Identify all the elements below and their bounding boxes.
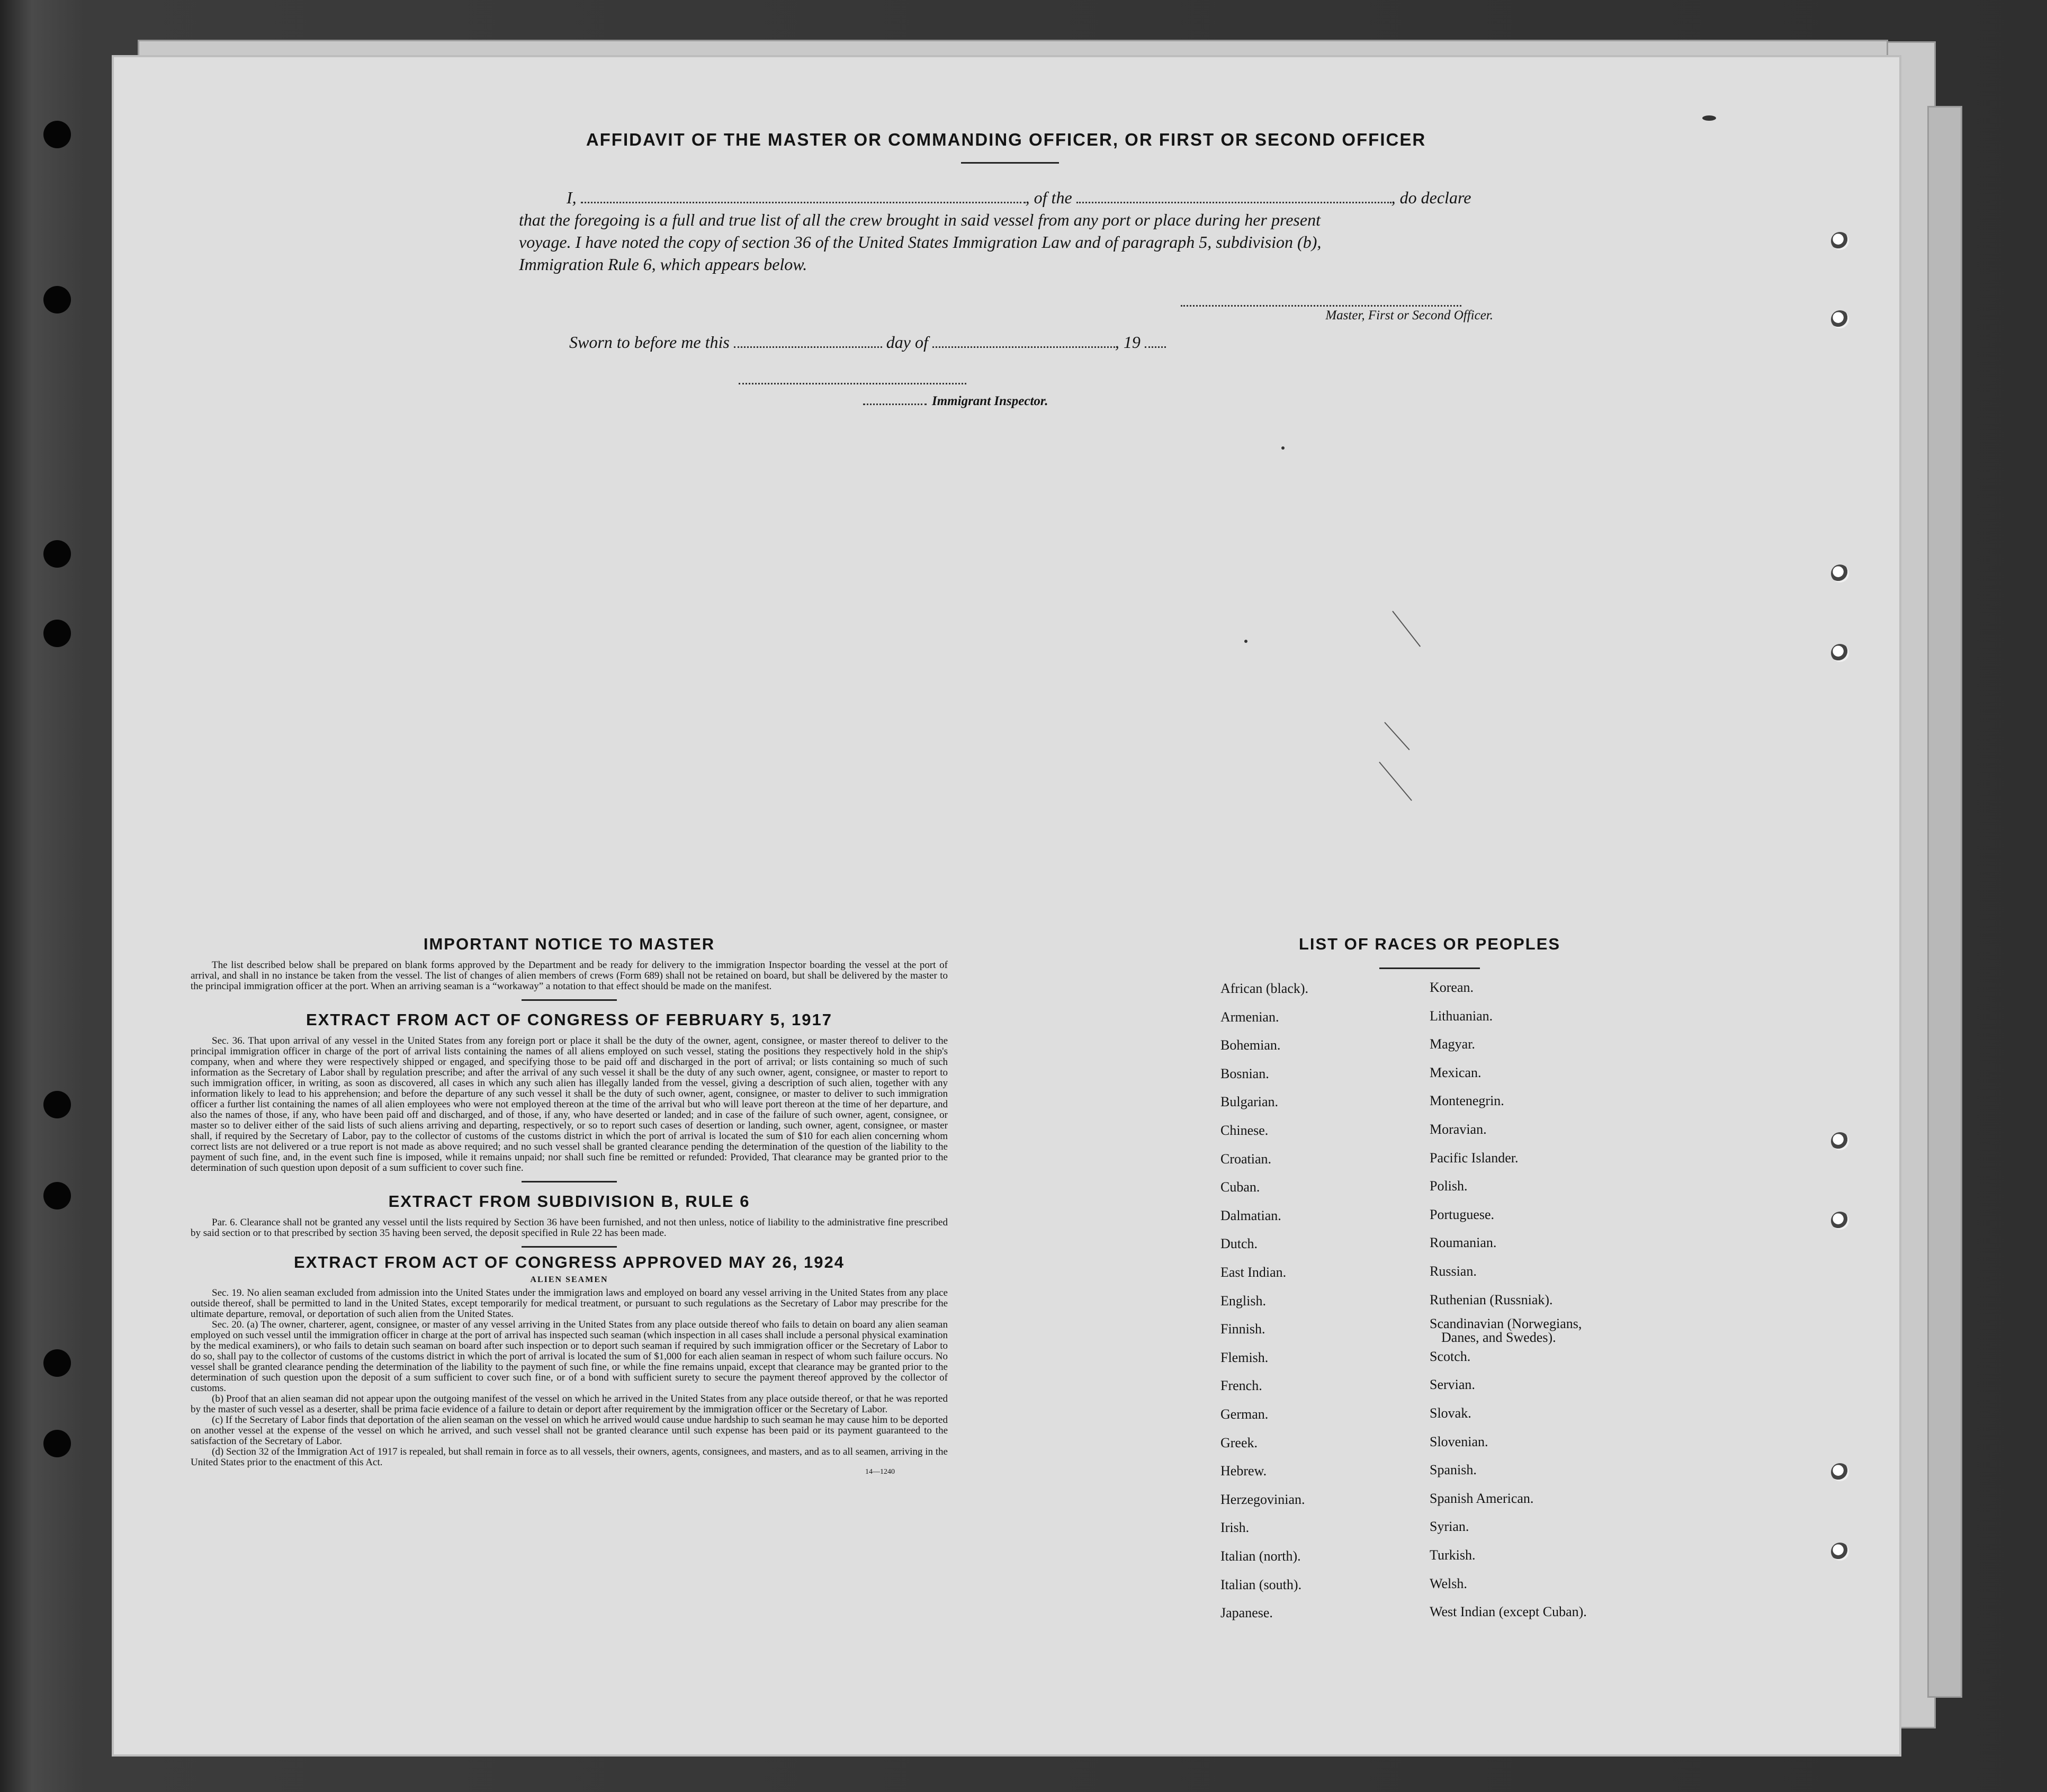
affidavit-line-4: Immigration Rule 6, which appears below. [519, 255, 807, 274]
scan-mark [1384, 722, 1409, 750]
race-item-left: Finnish. [1220, 1321, 1265, 1337]
affidavit-line-3: voyage. I have noted the copy of section 36 of the United States Immigration Law and of paragraph 5, subdivision (b), [519, 232, 1322, 252]
races-title: LIST OF RACES OR PEOPLES [1298, 935, 1561, 953]
divider [522, 999, 617, 1001]
race-item-left: Dalmatian. [1220, 1207, 1281, 1223]
sworn-month-blank[interactable] [932, 346, 1115, 348]
race-item-left: Herzegovinian. [1220, 1491, 1305, 1507]
notice-body-text: The list described below shall be prepared on blank forms approved by the Department and be ready for delivery to the immigration Inspector boarding the vessel at the port of arrival, and shall in no instance be taken from the vessel. The list of changes of alien members of crews (Form 689) shall not be retained on board, but shall be delivered by the master to the principal immigration officer at the port. When an arriving seaman is a “workaway” a notation to that effect should be made on the manifest. [191, 960, 948, 992]
scan-mark [1379, 761, 1412, 801]
race-item-line: Slovenian. [1430, 1433, 1488, 1449]
binder-hole [43, 540, 71, 568]
race-item-right [1430, 1208, 1494, 1222]
race-item-left: African (black). [1220, 981, 1309, 996]
race-row [1220, 981, 1644, 1009]
binder-ring [1831, 644, 1849, 662]
race-item-line: West Indian (except Cuban). [1430, 1604, 1587, 1620]
sworn-day-of: day of [886, 333, 928, 352]
signature-label: Master, First or Second Officer. [1325, 308, 1493, 322]
race-item-right [1430, 1548, 1475, 1562]
sec19-text: Sec. 19. No alien seaman excluded from admission into the United States under the immigration laws and employed on board any vessel arriving in the United States from any place outside thereof, shall be permitted to land in the United States, except temporarily for medical treatment, or pursuant to such regulations as the Secretary of Labor may prescribe for the ultimate departure, removal, or deportation of such alien from the United States. [191, 1287, 948, 1320]
sworn-year: , 19 [1115, 333, 1141, 352]
binder-ring [1831, 1543, 1849, 1561]
binder-ring [1831, 1463, 1849, 1481]
subdivision-body [191, 1217, 948, 1239]
race-item-line: Mexican. [1430, 1064, 1482, 1080]
race-item-left: Cuban. [1220, 1179, 1260, 1195]
binder-ring [1831, 232, 1849, 250]
race-item-left: Croatian. [1220, 1151, 1272, 1167]
race-row [1220, 1208, 1644, 1237]
extract-1917-title: EXTRACT FROM ACT OF CONGRESS OF FEBRUARY 5, 1917 [306, 1010, 832, 1029]
scan-speck [1702, 115, 1716, 121]
race-item-right [1430, 1265, 1477, 1278]
race-item-left: Hebrew. [1220, 1463, 1267, 1479]
race-item-right [1430, 1094, 1504, 1108]
extract-1924-subtitle: ALIEN SEAMEN [530, 1275, 608, 1284]
sworn-day-blank[interactable] [734, 346, 882, 348]
race-item-left: German. [1220, 1406, 1269, 1422]
race-row [1220, 1066, 1644, 1095]
binder-ring [1831, 1132, 1849, 1150]
race-item-line: Danes, and Swedes). [1441, 1330, 1556, 1346]
race-item-right [1430, 1179, 1468, 1193]
race-item-right [1430, 1293, 1553, 1307]
binder-ring [1831, 310, 1849, 328]
extract-1924-sec20d [191, 1447, 948, 1468]
race-row [1220, 1350, 1644, 1378]
binder-hole [43, 620, 71, 647]
subdivision-title: EXTRACT FROM SUBDIVISION B, RULE 6 [388, 1192, 750, 1211]
legal-extracts [191, 935, 948, 1476]
race-row [1220, 1094, 1644, 1123]
binder-ring [1831, 1212, 1849, 1230]
race-item-left: Dutch. [1220, 1236, 1258, 1252]
notice-body [191, 960, 948, 992]
binder-hole [43, 1182, 71, 1209]
race-item-line: Turkish. [1430, 1547, 1476, 1563]
race-item-line: Portuguese. [1430, 1206, 1495, 1222]
race-item-right [1430, 1378, 1475, 1392]
race-item-left: French. [1220, 1378, 1262, 1394]
binder-hole [43, 1430, 71, 1457]
sec20c-text: (c) If the Secretary of Labor finds that deportation of the alien seaman on the vessel on which he arrived would cause undue hardship to such seaman he may cause him to be deported on another vessel at the expense of the vessel on which he arrived, and such vessel shall not be granted clearance until such expense has been paid or its payment guaranteed to the satisfaction of the Secretary of Labor. [191, 1414, 948, 1447]
race-item-left: Chinese. [1220, 1123, 1269, 1138]
race-item-left: Greek. [1220, 1435, 1258, 1450]
race-item-left: Italian (north). [1220, 1548, 1301, 1564]
race-item-line: Syrian. [1430, 1519, 1469, 1535]
race-item-line: Russian. [1430, 1264, 1477, 1279]
divider [522, 1246, 617, 1248]
race-row [1220, 1037, 1644, 1066]
subdivision-text: Par. 6. Clearance shall not be granted any vessel until the lists required by Section 36 have been furnished, and not then unless, notice of liability to the administrative fine prescribed by said section or to that prescribed by section 35 having been served, the deposit specified in Rule 22 has been made. [191, 1217, 948, 1239]
race-row [1220, 1316, 1644, 1350]
affidavit-i: I, [567, 188, 577, 207]
race-row [1220, 1435, 1644, 1464]
extract-1924-sec20b [191, 1394, 948, 1415]
scan-speck [1244, 640, 1247, 643]
binder-hole [43, 286, 71, 313]
race-item-left: English. [1220, 1293, 1266, 1309]
sworn-prefix: Sworn to before me this [569, 333, 730, 352]
race-item-right [1430, 1151, 1519, 1165]
race-item-left: Bohemian. [1220, 1037, 1281, 1053]
binder-hole [43, 121, 71, 148]
race-item-right [1430, 1009, 1493, 1023]
extract-1924-sec20a [191, 1320, 948, 1394]
inspector-label-dots [863, 404, 927, 405]
race-row [1220, 1520, 1644, 1548]
race-row [1220, 1548, 1644, 1577]
race-item-left: Armenian. [1220, 1009, 1279, 1025]
race-item-right [1430, 1492, 1533, 1506]
race-row [1220, 1236, 1644, 1265]
name-blank[interactable] [581, 202, 1026, 203]
race-row [1220, 1378, 1644, 1406]
race-item-right [1430, 1066, 1481, 1080]
race-item-right [1430, 1463, 1477, 1477]
race-row [1220, 1492, 1644, 1520]
race-item-right [1430, 1037, 1475, 1051]
vessel-blank[interactable] [1076, 202, 1391, 203]
race-row [1220, 1123, 1644, 1151]
race-item-line: Scandinavian (Norwegians, [1430, 1316, 1582, 1332]
notice-title: IMPORTANT NOTICE TO MASTER [423, 935, 715, 953]
signature-line[interactable] [1181, 305, 1461, 307]
race-item-line: Magyar. [1430, 1036, 1475, 1052]
race-item-right [1430, 1406, 1471, 1420]
race-row [1220, 1406, 1644, 1435]
sworn-year-blank[interactable] [1145, 346, 1166, 348]
race-row [1220, 1151, 1644, 1180]
race-item-line: Roumanian. [1430, 1235, 1497, 1251]
binder-hole [43, 1091, 71, 1118]
race-item-left: Irish. [1220, 1520, 1250, 1536]
affidavit-title-rule [961, 162, 1059, 164]
race-item-left: Flemish. [1220, 1349, 1269, 1365]
affidavit-line-1 [519, 186, 1514, 209]
race-item-line: Montenegrin. [1430, 1093, 1504, 1109]
sec20d-text: (d) Section 32 of the Immigration Act of 1917 is repealed, but shall remain in force as to all vessels, their owners, agents, consignees, and masters, and as to all seamen, arriving in the United States prior to the enactment of this Act. [191, 1446, 948, 1468]
race-item-right [1430, 1577, 1467, 1591]
race-item-left: Italian (south). [1220, 1576, 1302, 1592]
affidavit-title: AFFIDAVIT OF THE MASTER OR COMMANDING OFFICER, OR FIRST OR SECOND OFFICER [586, 130, 1426, 149]
race-item-right [1430, 1236, 1496, 1250]
races-title-rule [1379, 967, 1480, 969]
race-item-left: Japanese. [1220, 1605, 1273, 1621]
race-item-right [1430, 1435, 1488, 1449]
inspector-label [863, 394, 1048, 409]
extract-1917-body [191, 1036, 948, 1173]
race-item-right [1430, 1605, 1587, 1619]
race-item-line: Spanish. [1430, 1462, 1477, 1478]
inspector-label-text: Immigrant Inspector. [932, 394, 1048, 408]
scan-mark [1392, 611, 1421, 647]
race-row [1220, 1009, 1644, 1038]
sec20a-text: Sec. 20. (a) The owner, charterer, agent, consignee, or master of any vessel arriving in the United States from any place outside thereof who fails to detain on board any alien seaman employed on such vessel until the immigration officer in charge at the port of arrival has inspected such seaman (which inspection in all cases shall include a personal physical examination by the medical examiners), or who fails to detain such seaman on board after such inspection or to deport such seaman if required by such immigration officer or the Secretary of Labor to do so, shall pay to the collector of customs of the customs district in which the port of arrival is located the sum of $1,000 for each alien seaman in respect of whom such failure occurs. No vessel shall be granted clearance pending the determination of the liability to the payment of such fine, or while the fine remains unpaid, except that clearance may be granted prior to the determination of such question upon the deposit of a sum sufficient to cover such fine, or of a bond with sufficient surety to secure the payment thereof approved by the collector of customs. [191, 1319, 948, 1394]
race-row [1220, 1265, 1644, 1293]
race-item-line: Slovak. [1430, 1405, 1471, 1421]
race-item-line: Korean. [1430, 980, 1474, 995]
inspector-signature-line[interactable] [739, 383, 966, 384]
extract-1924-title: EXTRACT FROM ACT OF CONGRESS APPROVED MAY 26, 1924 [294, 1253, 845, 1271]
form-number: 14—1240 [865, 1468, 895, 1476]
sworn-line [569, 333, 1166, 352]
race-row [1220, 1179, 1644, 1208]
underlying-sheet-right-2 [1927, 106, 1962, 1698]
extract-1924-sec19 [191, 1288, 948, 1320]
race-row [1220, 1605, 1644, 1634]
race-item-right [1430, 1123, 1487, 1136]
sec20b-text: (b) Proof that an alien seaman did not appear upon the outgoing manifest of the vessel on which he arrived in the United States from any place outside thereof, or that he was reported by the master of such vessel as a deserter, shall be prima facie evidence of a failure to detain or deport after requirement by the immigration officer or the Secretary of Labor. [191, 1393, 948, 1415]
race-item-right [1430, 1520, 1469, 1534]
race-row [1220, 1463, 1644, 1492]
race-item-left: Bosnian. [1220, 1065, 1269, 1081]
divider [522, 1181, 617, 1182]
race-item-left: Bulgarian. [1220, 1094, 1279, 1110]
race-row [1220, 1577, 1644, 1606]
binder-hole [43, 1349, 71, 1377]
race-item-line: Pacific Islander. [1430, 1150, 1519, 1166]
affidavit-of-the: , of the [1025, 188, 1072, 207]
race-item-line: Scotch. [1430, 1348, 1471, 1364]
race-item-right [1430, 1350, 1470, 1364]
scan-speck [1281, 446, 1285, 450]
affidavit-text [519, 186, 1514, 275]
extract-1924-sec20c [191, 1415, 948, 1447]
extract-1917-text: Sec. 36. That upon arrival of any vessel in the United States from any foreign port or place it shall be the duty of the owner, agent, consignee, or master thereof to deliver to the principal immigration officer in charge of the port of arrival lists containing the names of all aliens employed on such vessel, stating the positions they respectively hold in the ship's company, when and where they were respectively shipped or engaged, and specifying those to be paid off and discharged in the port of arrival; or lists containing so much of such information as the Secretary of Labor shall by regulation prescribe; and after the arrival of any such vessel it shall be the duty of any such owner, agent, consignee, or master to report to such immigration officer, in writing, as soon as discovered, all cases in which any such alien has illegally landed from the vessel, giving a description of such alien, together with any information likely to lead to his apprehension; and before the departure of any such vessel it shall be the duty of such owner, agent, consignee, or master to deliver to such immigration officer a further list containing the names of all alien employees who were not employed thereon at the time of the arrival but who will leave port thereon at the time of her departure, and also the names of those, if any, who have been paid off and discharged, and of those, if any, who have deserted or landed; and in case of the failure of such owner, agent, consignee, or master so to deliver either of the said lists of such aliens arriving and departing, respectively, or so to report such cases of desertion or landing, such owner, agent, consignee, or master shall, if required by the Secretary of Labor, pay to the collector of customs of the customs district in which the port of arrival is located the sum of $10 for each alien concerning whom correct lists are not delivered or a true report is not made as above required; and no such vessel shall be granted clearance pending the determination of the question of the liability to the payment of such fine, and, in the event such fine is imposed, while it remains unpaid; nor shall such fine be remitted or refunded: Provided, That clearance may be granted prior to the determination of such question upon deposit of a sum sufficient to cover such fine. [191, 1035, 948, 1173]
affidavit-declare: , do declare [1391, 188, 1471, 207]
race-item-line: Moravian. [1430, 1122, 1487, 1137]
race-item-line: Servian. [1430, 1377, 1475, 1393]
race-item-right [1430, 981, 1474, 994]
race-item-right [1430, 1317, 1582, 1345]
affidavit-line-2: that the foregoing is a full and true list of all the crew brought in said vessel from any port or place during her present [519, 210, 1321, 229]
race-item-line: Ruthenian (Russniak). [1430, 1292, 1553, 1307]
race-item-line: Spanish American. [1430, 1490, 1534, 1506]
race-item-line: Polish. [1430, 1178, 1468, 1194]
race-item-left: East Indian. [1220, 1265, 1287, 1280]
race-item-line: Lithuanian. [1430, 1008, 1493, 1024]
race-item-line: Welsh. [1430, 1575, 1467, 1591]
binder-ring [1831, 565, 1849, 583]
